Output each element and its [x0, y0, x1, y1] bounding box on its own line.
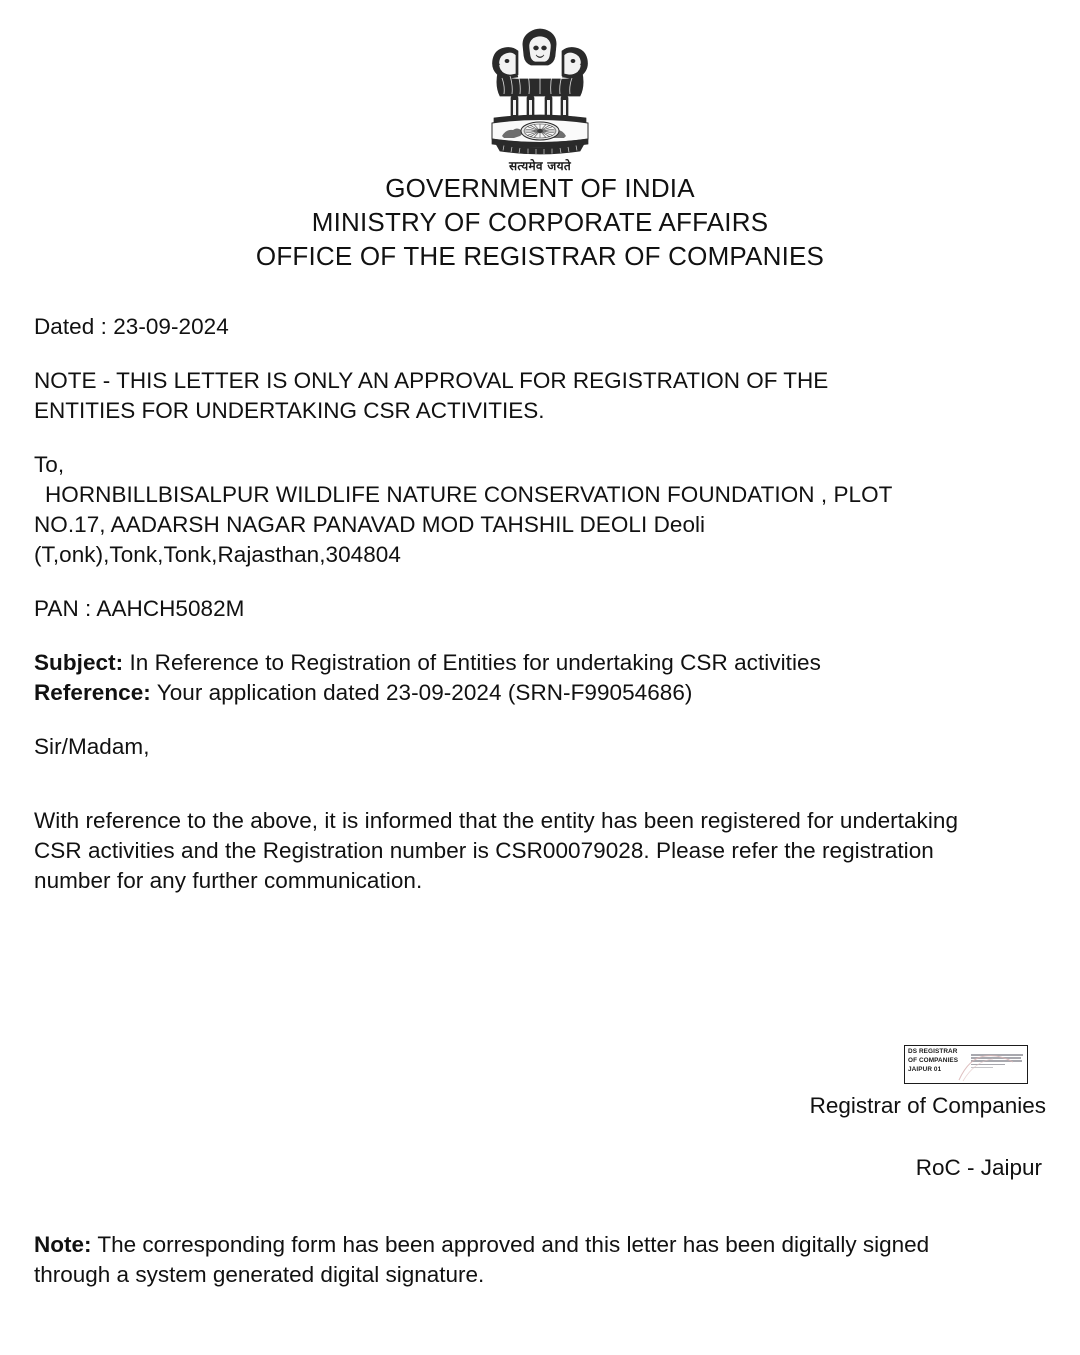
government-heading	[0, 171, 1080, 273]
reference-value: Your application dated 23-09-2024 (SRN-F99054686)	[156, 680, 693, 705]
subject-label: Subject:	[34, 650, 124, 675]
digital-signature-stamp-line-2: OF COMPANIES	[908, 1057, 959, 1064]
addressee-line-2: NO.17, AADARSH NAGAR PANAVAD MOD TAHSHIL DEOLI Deoli	[34, 512, 706, 537]
digital-signature-stamp	[904, 1045, 1028, 1084]
spacer	[34, 426, 1048, 450]
letter-body	[34, 312, 1048, 896]
body-paragraph-line-3: number for any further communication.	[34, 868, 423, 893]
body-paragraph-line-1: With reference to the above, it is informed that the entity has been registered for undertaking	[34, 808, 959, 833]
spacer	[34, 624, 1048, 648]
spacer	[34, 570, 1048, 594]
heading-government-of-india: GOVERNMENT OF INDIA	[385, 173, 695, 203]
subject-value: In Reference to Registration of Entities for undertaking CSR activities	[129, 650, 821, 675]
registrar-office: RoC - Jaipur	[915, 1155, 1042, 1180]
note-banner-line-1: NOTE - THIS LETTER IS ONLY AN APPROVAL FOR REGISTRATION OF THE	[34, 368, 829, 393]
digital-signature-stamp-line-3: JAIPUR 01	[908, 1066, 942, 1073]
dated-line: Dated : 23-09-2024	[34, 314, 229, 339]
spacer	[34, 342, 1048, 366]
signature-detail-lines	[971, 1054, 1025, 1076]
spacer	[34, 708, 1048, 732]
spacer	[34, 762, 1048, 788]
addressee-line-3: (T,onk),Tonk,Tonk,Rajasthan,304804	[34, 542, 401, 567]
heading-office-of-registrar-of-companies: OFFICE OF THE REGISTRAR OF COMPANIES	[255, 241, 825, 271]
heading-ministry-of-corporate-affairs: MINISTRY OF CORPORATE AFFAIRS	[311, 207, 769, 237]
body-paragraph-line-2: CSR activities and the Registration number is CSR00079028. Please refer the registration	[34, 838, 934, 863]
reference-label: Reference:	[34, 680, 151, 705]
subject-line	[34, 648, 1048, 678]
emblem-motto-text: सत्यमेव जयते	[509, 159, 571, 173]
footer-note	[34, 1230, 1044, 1290]
letter-header	[0, 24, 1080, 273]
footer-note-line-1	[34, 1230, 1044, 1260]
pan-line: PAN : AAHCH5082M	[34, 596, 245, 621]
footer-note-label: Note:	[34, 1232, 92, 1257]
addressee-to-label: To,	[34, 452, 65, 477]
salutation: Sir/Madam,	[34, 734, 150, 759]
spacer	[34, 788, 1048, 806]
digital-signature-stamp-inner	[905, 1046, 1027, 1083]
state-emblem-of-india-icon	[478, 24, 602, 173]
reference-line	[34, 678, 1048, 708]
footer-note-text-1: The corresponding form has been approved and this letter has been digitally signed	[97, 1232, 930, 1257]
registrar-designation: Registrar of Companies	[809, 1093, 1046, 1118]
digital-signature-stamp-line-1: DS REGISTRAR	[908, 1048, 958, 1055]
note-banner-line-2: ENTITIES FOR UNDERTAKING CSR ACTIVITIES.	[34, 398, 545, 423]
addressee-line-1: HORNBILLBISALPUR WILDLIFE NATURE CONSERVATION FOUNDATION , PLOT	[45, 482, 893, 507]
footer-note-line-2: through a system generated digital signature.	[34, 1262, 485, 1287]
